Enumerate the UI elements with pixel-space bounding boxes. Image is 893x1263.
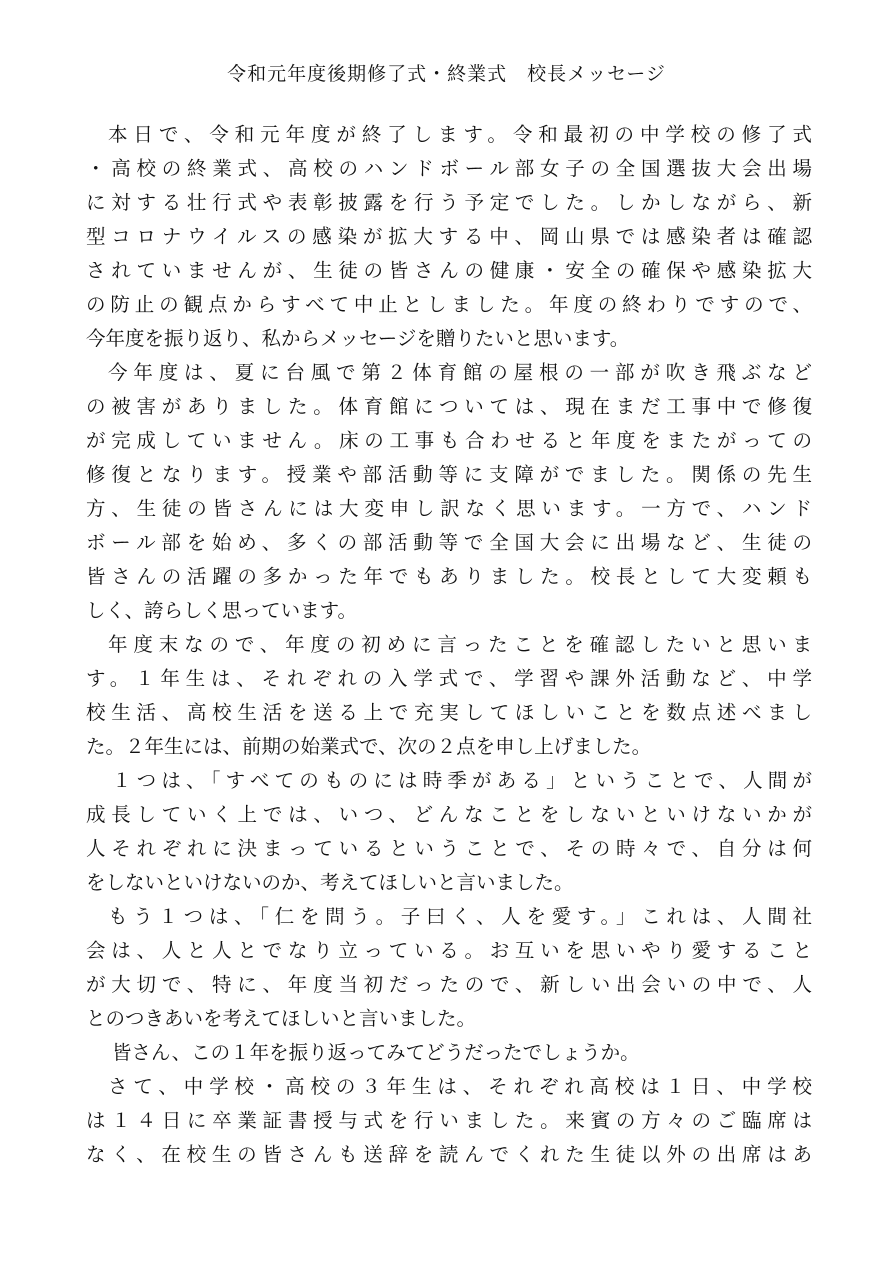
text-line: １つは、「すべてのものには時季がある」ということで、人間が [112, 769, 812, 792]
text-line: す。１年生は、それぞれの入学式で、学習や課外活動など、中学 [86, 667, 812, 690]
text-line: た。２年生には、前期の始業式で、次の２点を申し上げました。 [86, 735, 652, 758]
text-line: 人それぞれに決まっているということで、その時々で、自分は何 [86, 837, 812, 860]
text-line: もう１つは、「仁を問う。子曰く、人を愛す。」これは、人間社 [108, 905, 812, 928]
text-line: 修復となります。授業や部活動等に支障がでました。関係の先生 [86, 463, 812, 486]
text-line: 本日で、令和元年度が終了します。令和最初の中学校の修了式 [108, 123, 812, 146]
text-line: 成長していく上では、いつ、どんなことをしないといけないかが [86, 803, 812, 826]
text-line: をしないといけないのか、考えてほしいと言いました。 [86, 871, 574, 894]
text-line: 皆さん、この１年を振り返ってみてどうだったでしょうか。 [112, 1041, 640, 1064]
text-line: が完成していません。床の工事も合わせると年度をまたがっての [86, 429, 812, 452]
text-line: 会は、人と人とでなり立っている。お互いを思いやり愛すること [86, 939, 812, 962]
text-line: は１４日に卒業証書授与式を行いました。来賓の方々のご臨席は [86, 1109, 812, 1132]
text-line: なく、在校生の皆さんも送辞を読んでくれた生徒以外の出席はあ [86, 1143, 812, 1166]
text-line: さて、中学校・高校の３年生は、それぞれ高校は１日、中学校 [108, 1075, 812, 1098]
text-line: に対する壮行式や表彰披露を行う予定でした。しかしながら、新 [86, 191, 812, 214]
text-line: とのつきあいを考えてほしいと言いました。 [86, 1007, 477, 1030]
text-line: 方、生徒の皆さんには大変申し訳なく思います。一方で、ハンド [86, 497, 812, 520]
text-line: 年度末なので、年度の初めに言ったことを確認したいと思いま [108, 633, 812, 656]
text-line: 皆さんの活躍の多かった年でもありました。校長として大変頼も [86, 565, 812, 588]
document-body [86, 118, 812, 1172]
text-line: 型コロナウイルスの感染が拡大する中、岡山県では感染者は確認 [86, 225, 812, 248]
text-line: が大切で、特に、年度当初だったので、新しい出会いの中で、人 [86, 973, 812, 996]
text-line: 今年度を振り返り、私からメッセージを贈りたいと思います。 [86, 327, 630, 350]
text-line: 校生活、高校生活を送る上で充実してほしいことを数点述べまし [86, 701, 812, 724]
text-line: されていませんが、生徒の皆さんの健康・安全の確保や感染拡大 [86, 259, 812, 282]
text-line: しく、誇らしく思っています。 [86, 599, 358, 622]
document-title: 令和元年度後期修了式・終業式 校長メッセージ [227, 63, 666, 85]
text-line: ・高校の終業式、高校のハンドボール部女子の全国選抜大会出場 [86, 157, 812, 180]
text-line: ボール部を始め、多くの部活動等で全国大会に出場など、生徒の [86, 531, 812, 554]
text-line: の被害がありました。体育館については、現在まだ工事中で修復 [86, 395, 812, 418]
text-line: 今年度は、夏に台風で第２体育館の屋根の一部が吹き飛ぶなど [108, 361, 812, 384]
text-line: の防止の観点からすべて中止としました。年度の終わりですので、 [86, 293, 812, 316]
